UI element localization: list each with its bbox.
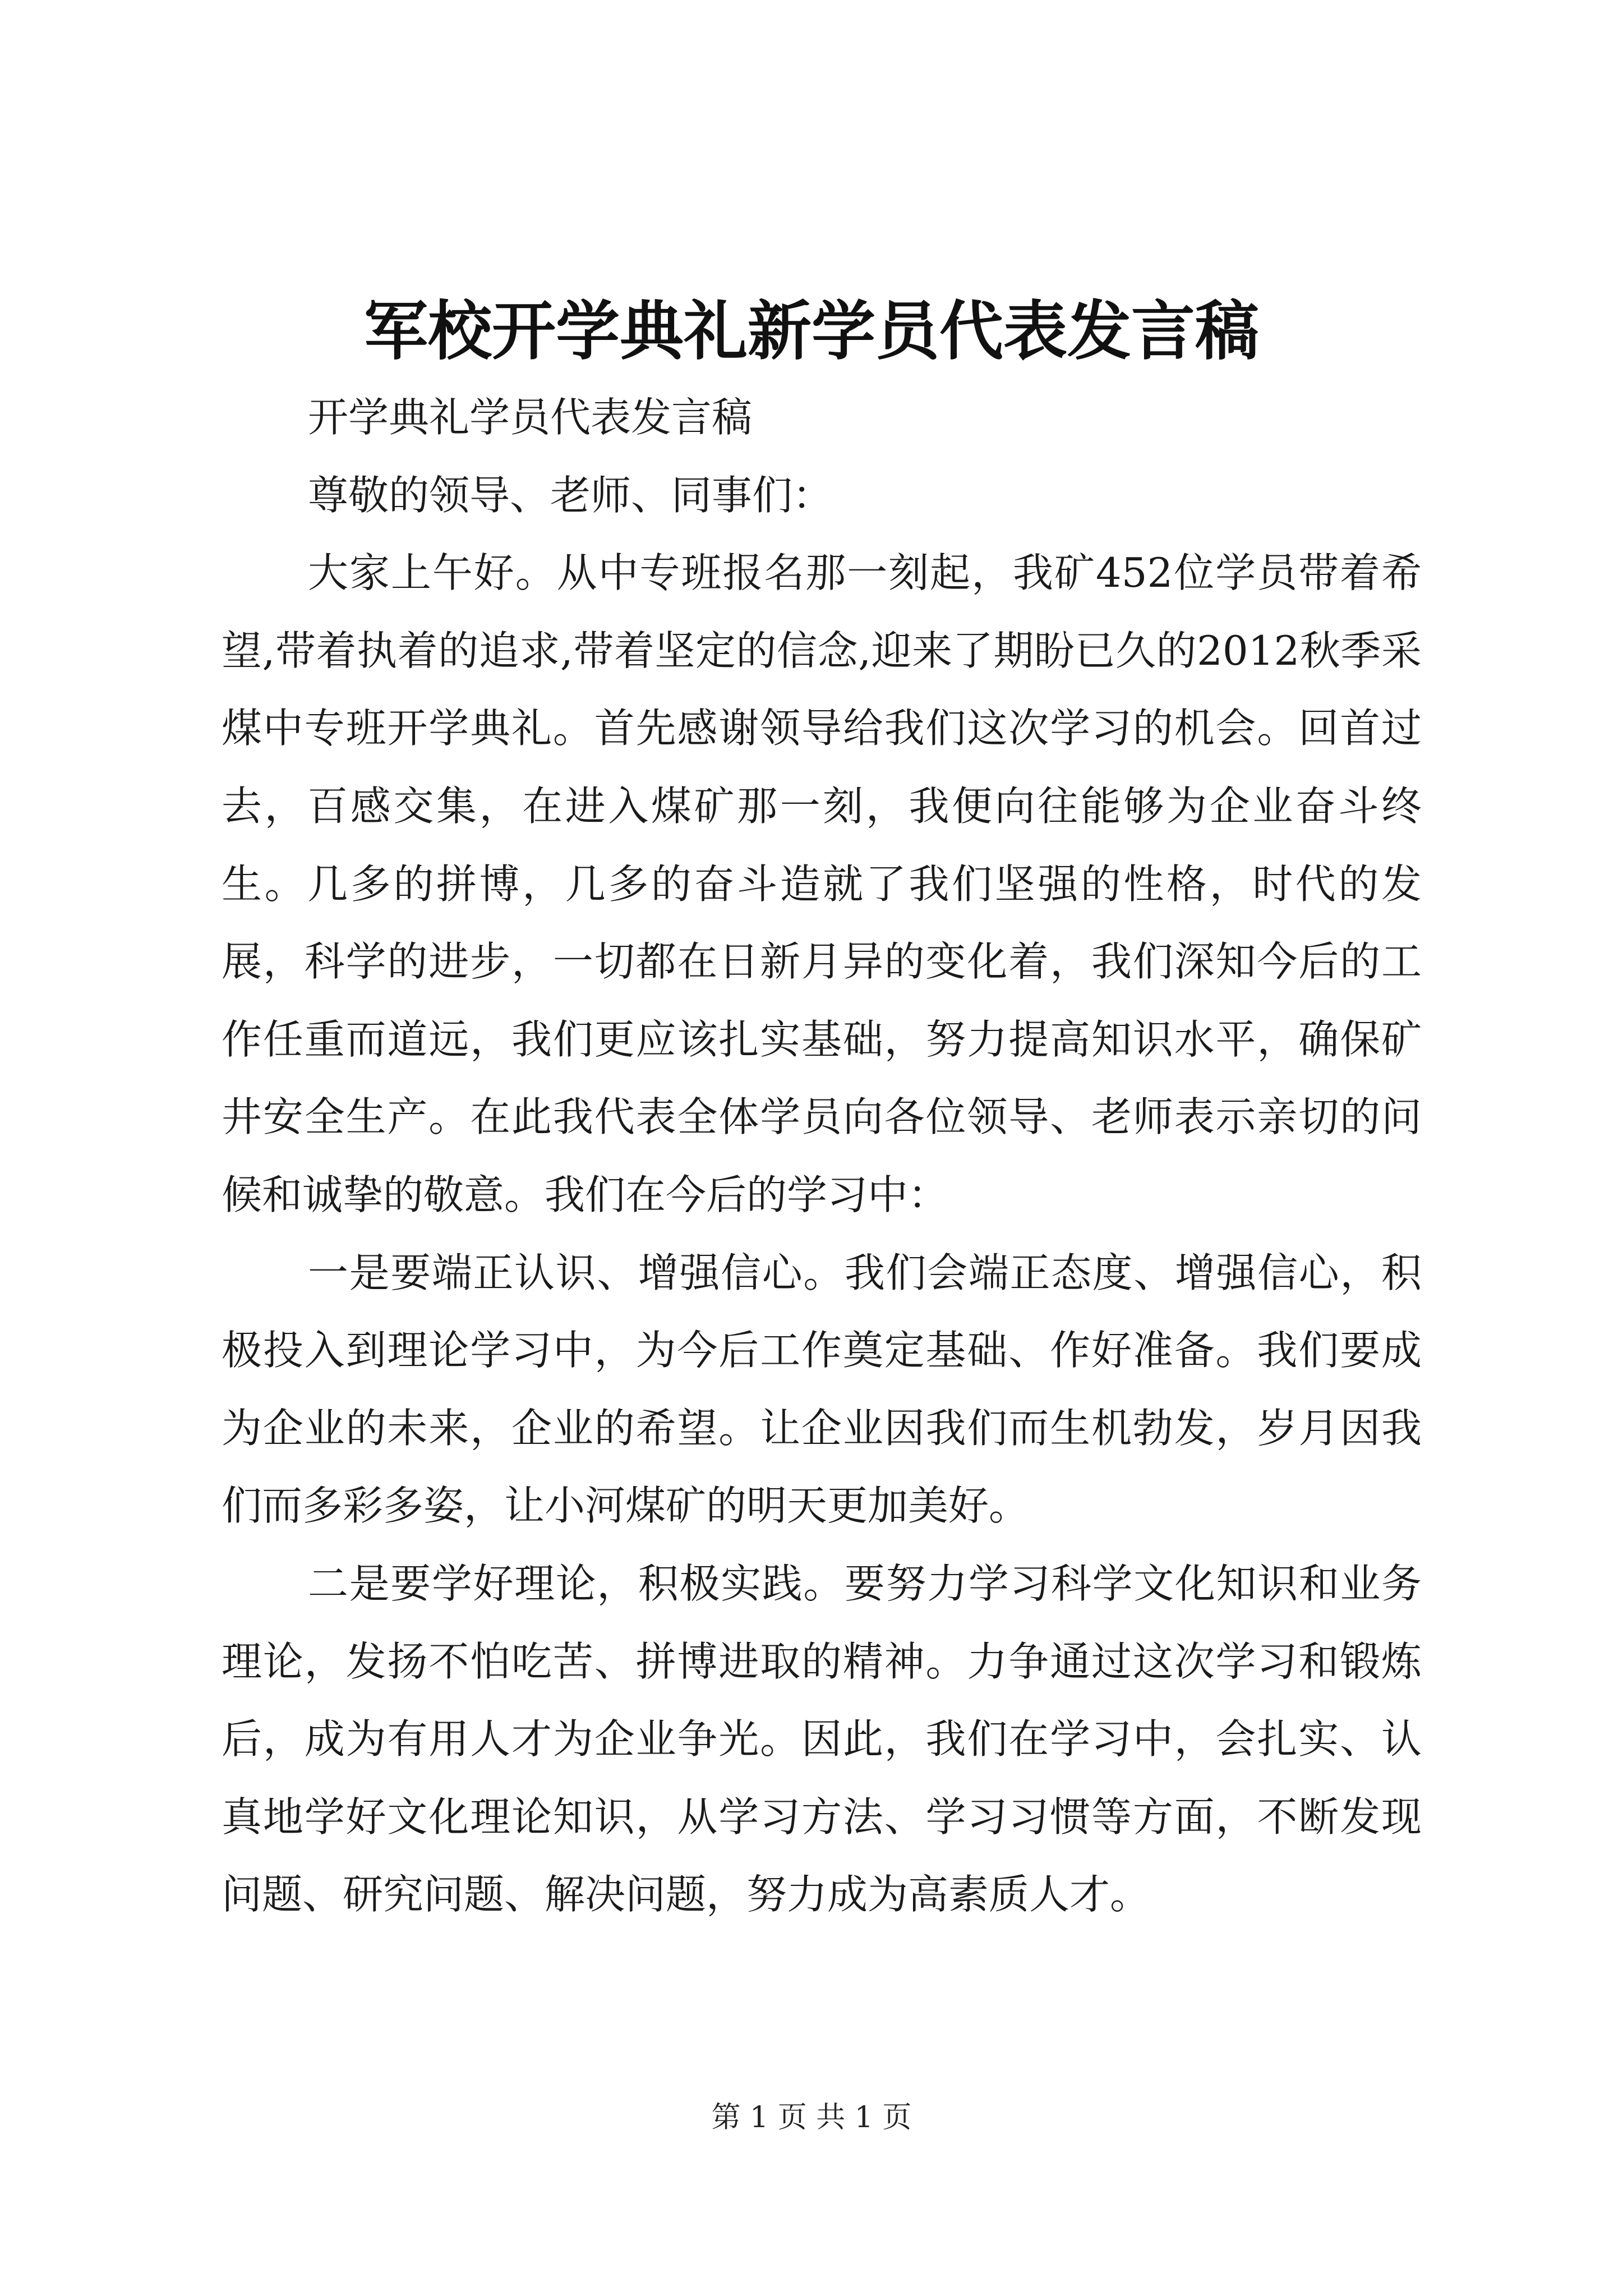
subtitle-paragraph: 开学典礼学员代表发言稿 [308,394,753,441]
body-paragraph: 二是要学好理论，积极实践。要努力学习科学文化知识和业务理论，发扬不怕吃苦、拼博进取的精神。力争通过这次学习和锻炼后，成为有用人才为企业争光。因此，我们在学习中，会扎实、认真地学好文化理论知识，从学习方法、学习习惯等方面，不断发现问题、研究问题、解决问题，努力成为高素质人才。 [222,1559,1422,1918]
salutation-paragraph: 尊敬的领导、老师、同事们： [308,471,833,519]
document-title: 军校开学典礼新学员代表发言稿 [363,293,1259,369]
body-paragraph: 一是要端正认识、增强信心。我们会端正态度、增强信心，积极投入到理论学习中，为今后工作奠定基础、作好准备。我们要成为企业的未来，企业的希望。让企业因我们而生机勃发，岁月因我们而多彩多姿，让小河煤矿的明天更加美好。 [222,1249,1422,1530]
page-footer: 第 1 页 共 1 页 [711,2101,912,2134]
body-paragraph: 大家上午好。从中专班报名那一刻起，我矿452位学员带着希望,带着执着的追求,带着坚定的信念,迎来了期盼已久的2012秋季采煤中专班开学典礼。首先感谢领导给我们这次学习的机会。回首过去，百感交集，在进入煤矿那一刻，我便向往能够为企业奋斗终生。几多的拼博，几多的奋斗造就了我们坚强的性格，时代的发展，科学的进步，一切都在日新月异的变化着，我们深知今后的工作任重而道远，我们更应该扎实基础，努力提高知识水平，确保矿井安全生产。在此我代表全体学员向各位领导、老师表示亲切的问候和诚挚的敬意。我们在今后的学习中： [222,549,1422,1218]
document-body [222,379,1422,1934]
